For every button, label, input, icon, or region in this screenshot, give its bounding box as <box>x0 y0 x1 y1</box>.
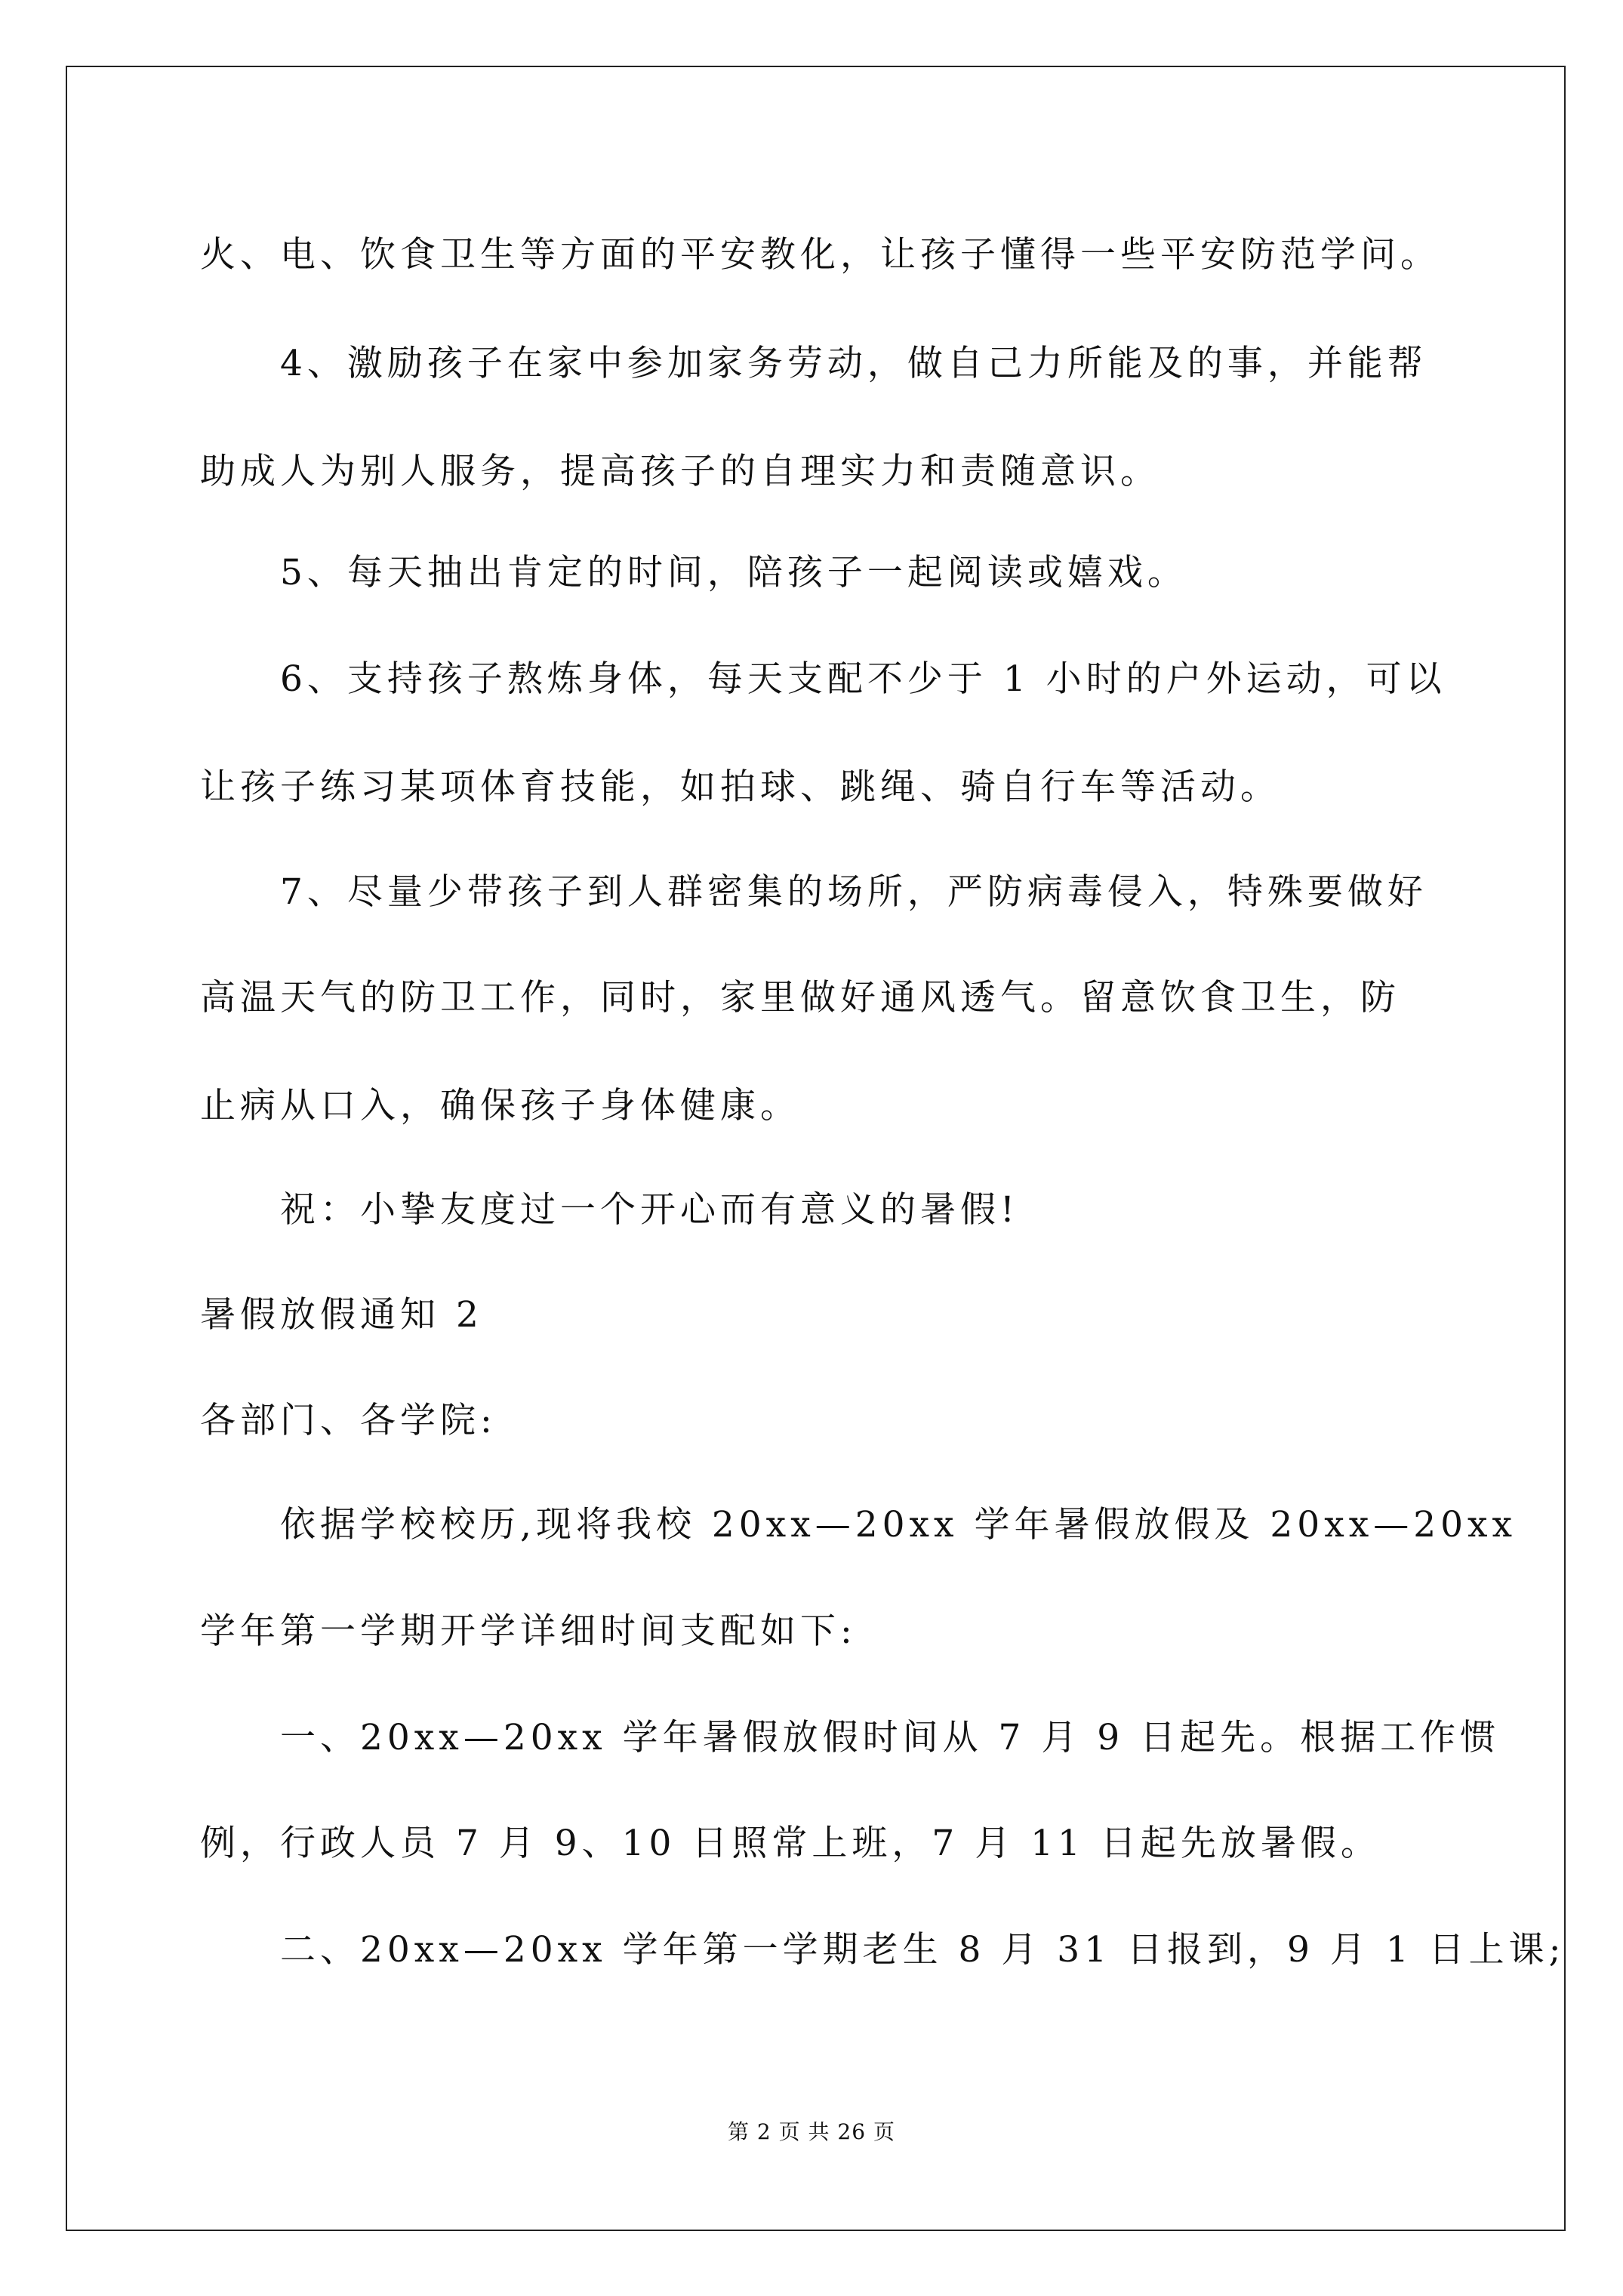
page-footer: 第 2 页 共 26 页 <box>728 2119 895 2144</box>
text-line: 让孩子练习某项体育技能，如拍球、跳绳、骑自行车等活动。 <box>200 766 1280 808</box>
text-line: 助成人为别人服务，提高孩子的自理实力和责随意识。 <box>200 451 1160 492</box>
text-line: 二、20xx—20xx 学年第一学期老生 8 月 31 日报到，9 月 1 日上课; <box>280 1929 1566 1971</box>
text-line: 5、每天抽出肯定的时间，陪孩子一起阅读或嬉戏。 <box>280 552 1187 593</box>
text-line: 学年第一学期开学详细时间支配如下: <box>200 1610 857 1652</box>
section-heading: 暑假放假通知 2 <box>200 1294 483 1336</box>
page-border <box>66 66 1566 2231</box>
text-line: 例，行政人员 7 月 9、10 日照常上班，7 月 11 日起先放暑假。 <box>200 1823 1381 1864</box>
text-line: 依据学校校历,现将我校 20xx—20xx 学年暑假放假及 20xx—20xx <box>280 1504 1517 1546</box>
text-line: 高温天气的防卫工作，同时，家里做好通风透气。留意饮食卫生，防 <box>200 977 1400 1019</box>
text-line: 火、电、饮食卫生等方面的平安教化，让孩子懂得一些平安防范学问。 <box>200 234 1440 276</box>
salutation: 各部门、各学院: <box>200 1400 497 1441</box>
text-line: 一、20xx—20xx 学年暑假放假时间从 7 月 9 日起先。根据工作惯 <box>280 1717 1501 1758</box>
text-line: 6、支持孩子熬炼身体，每天支配不少于 1 小时的户外运动，可以 <box>280 658 1446 700</box>
text-line: 4、激励孩子在家中参加家务劳动，做自己力所能及的事，并能帮 <box>280 343 1427 384</box>
text-line: 祝：小挚友度过一个开心而有意义的暑假! <box>280 1189 1019 1231</box>
text-line: 止病从口入，确保孩子身体健康。 <box>200 1085 800 1126</box>
text-line: 7、尽量少带孩子到人群密集的场所，严防病毒侵入，特殊要做好 <box>280 871 1427 913</box>
